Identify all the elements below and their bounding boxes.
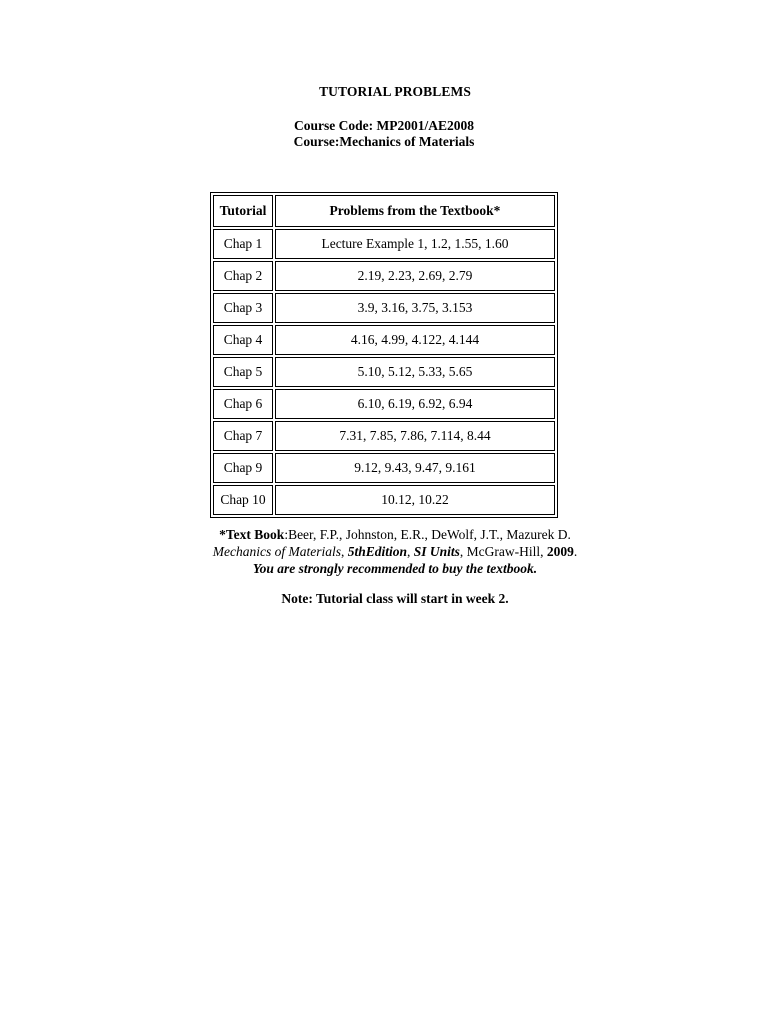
tutorial-start-note: Note: Tutorial class will start in week 2. xyxy=(281,591,509,606)
table-row xyxy=(213,325,555,355)
problems-cell: 5.10, 5.12, 5.33, 5.65 xyxy=(275,357,555,387)
tutorial-cell: Chap 10 xyxy=(213,485,273,515)
textbook-authors: :Beer, F.P., Johnston, E.R., DeWolf, J.T., Mazurek D. xyxy=(284,527,571,542)
table-row xyxy=(213,453,555,483)
table-row xyxy=(213,357,555,387)
problems-cell: 9.12, 9.43, 9.47, 9.161 xyxy=(275,453,555,483)
tutorial-cell: Chap 7 xyxy=(213,421,273,451)
problems-cell: Lecture Example 1, 1.2, 1.55, 1.60 xyxy=(275,229,555,259)
problems-cell: 10.12, 10.22 xyxy=(275,485,555,515)
tutorial-cell: Chap 2 xyxy=(213,261,273,291)
textbook-sep-2: , xyxy=(407,544,414,559)
problems-cell: 6.10, 6.19, 6.92, 6.94 xyxy=(275,389,555,419)
table-row xyxy=(213,261,555,291)
textbook-line-2 xyxy=(0,543,768,560)
textbook-edition: 5thEdition xyxy=(347,544,407,559)
problems-cell: 7.31, 7.85, 7.86, 7.114, 8.44 xyxy=(275,421,555,451)
tutorial-cell: Chap 9 xyxy=(213,453,273,483)
document-title: TUTORIAL PROBLEMS xyxy=(319,84,471,99)
problems-cell: 4.16, 4.99, 4.122, 4.144 xyxy=(275,325,555,355)
tutorial-table-container xyxy=(210,192,558,518)
header-tutorial: Tutorial xyxy=(213,195,273,227)
textbook-label: *Text Book xyxy=(219,527,285,542)
table-row xyxy=(213,293,555,323)
table-header-row xyxy=(213,195,555,227)
tutorial-table xyxy=(210,192,558,518)
tutorial-cell: Chap 3 xyxy=(213,293,273,323)
table-row xyxy=(213,421,555,451)
problems-cell: 2.19, 2.23, 2.69, 2.79 xyxy=(275,261,555,291)
tutorial-cell: Chap 4 xyxy=(213,325,273,355)
problems-cell: 3.9, 3.16, 3.75, 3.153 xyxy=(275,293,555,323)
textbook-note xyxy=(0,526,768,577)
course-code: Course Code: MP2001/AE2008 xyxy=(294,118,474,133)
recommendation-text: You are strongly recommended to buy the textbook. xyxy=(252,561,538,576)
textbook-title: Mechanics of Materials xyxy=(212,544,341,559)
textbook-line-1 xyxy=(0,526,768,543)
textbook-units: SI Units xyxy=(413,544,460,559)
tutorial-cell: Chap 6 xyxy=(213,389,273,419)
header-problems: Problems from the Textbook* xyxy=(275,195,555,227)
tutorial-cell: Chap 5 xyxy=(213,357,273,387)
tutorial-cell: Chap 1 xyxy=(213,229,273,259)
table-row xyxy=(213,485,555,515)
table-row xyxy=(213,229,555,259)
textbook-publisher: , McGraw-Hill, xyxy=(459,544,547,559)
textbook-year: 2009 xyxy=(546,544,574,559)
textbook-end: . xyxy=(573,544,578,559)
textbook-recommendation xyxy=(0,560,768,577)
table-row xyxy=(213,389,555,419)
course-name: Course:Mechanics of Materials xyxy=(293,134,475,149)
textbook-sep-1: , xyxy=(340,544,348,559)
